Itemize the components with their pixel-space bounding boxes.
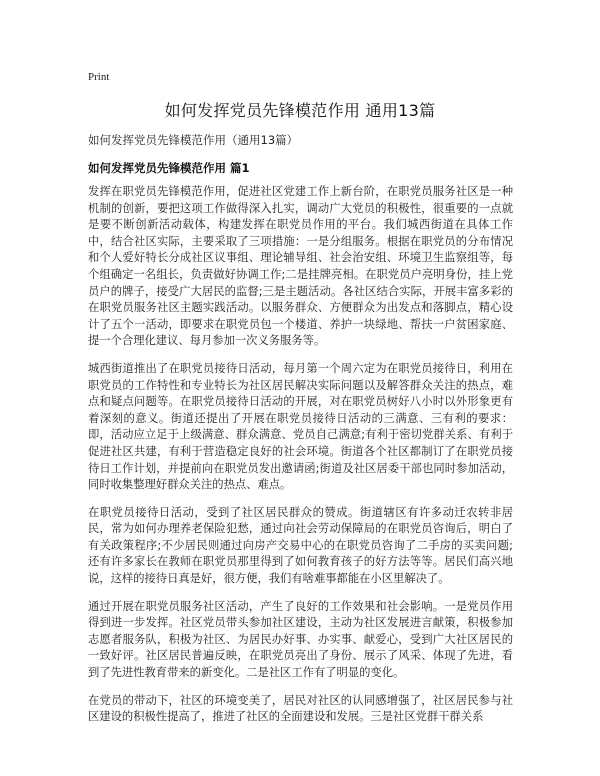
paragraph: 城西街道推出了在职党员接待日活动，每月第一个周六定为在职党员接待日，利用在职党员的工作特性和专业特长为社区居民解决实际问题以及解答群众关注的热点，难点和疑点问题等。在职党员接待日活动的开展，对在职党员树好八小时以外形象更有着深刻的意义。街道还提出了开展在职党员接待日活动的三满意、三有利的要求：即，活动应立足于上级满意、群众满意、党员自己满意;有利于密切党群关系、有利于促进社区共建，有利于营造稳定良好的社会环境。街道各个社区都制订了在职党员接待日工作计划，并提前向在职党员发出邀请函;街道及社区居委干部也同时参加活动，同时收集整理好群众关注的热点、难点。 <box>88 361 513 492</box>
document-subtitle: 如何发挥党员先锋模范作用（通用13篇） <box>88 133 299 147</box>
paragraph: 通过开展在职党员服务社区活动，产生了良好的工作效果和社会影响。一是党员作用得到进一步发挥。社区党员带头参加社区建设，主动为社区发展进言献策，积极参加志愿者服务队，积极为社区、为居民办好事、办实事、献爱心，受到广大社区居民的一致好评。社区居民普遍反映，在职党员亮出了身份、展示了风采、体现了先进，看到了先进性教育带来的新变化。二是社区工作有了明显的变化。 <box>88 599 513 680</box>
section-heading: 如何发挥党员先锋模范作用 篇1 <box>88 161 250 175</box>
document-body <box>88 184 513 737</box>
paragraph: 在党员的带动下，社区的环境变美了，居民对社区的认同感增强了，社区居民参与社区建设的积极性提高了，推进了社区的全面建设和发展。三是社区党群干群关系 <box>88 693 513 724</box>
paragraph: 发挥在职党员先锋模范作用，促进社区党建工作上新台阶，在职党员服务社区是一种机制的创新，要把这项工作做得深入扎实，调动广大党员的积极性，很重要的一点就是要不断创新活动载体，构建发挥在职党员作用的平台。我们城西街道在具体工作中，结合社区实际，主要采取了三项措施：一是分组服务。根据在职党员的分布情况和个人爱好特长分成社区议事组、理论辅导组、社会治安组、环境卫生监察组等，每个组确定一名组长，负责做好协调工作;二是挂牌亮相。在职党员户亮明身份，挂上党员户的牌子，接受广大居民的监督;三是主题活动。各社区结合实际，开展丰富多彩的在职党员服务社区主题实践活动。以服务群众、方便群众为出发点和落脚点，精心设计了五个一活动，即要求在职党员包一个楼道、养护一块绿地、帮扶一户贫困家庭、提一个合理化建议、每月参加一次义务服务等。 <box>88 185 513 348</box>
paragraph: 在职党员接待日活动，受到了社区居民群众的赞成。街道辖区有许多动迁农转非居民，常为如何办理养老保险犯愁，通过向社会劳动保障局的在职党员咨询后，明白了有关政策程序;不少居民则通过向房产交易中心的在职党员咨询了二手房的买卖问题;还有许多家长在教师在职党员那里得到了如何教育孩子的好方法等等。居民们高兴地说，这样的接待日真是好，很方便，我们有啥难事都能在小区里解决了。 <box>88 505 513 586</box>
document-title: 如何发挥党员先锋模范作用 通用13篇 <box>164 101 436 120</box>
print-label: Print <box>88 71 110 83</box>
